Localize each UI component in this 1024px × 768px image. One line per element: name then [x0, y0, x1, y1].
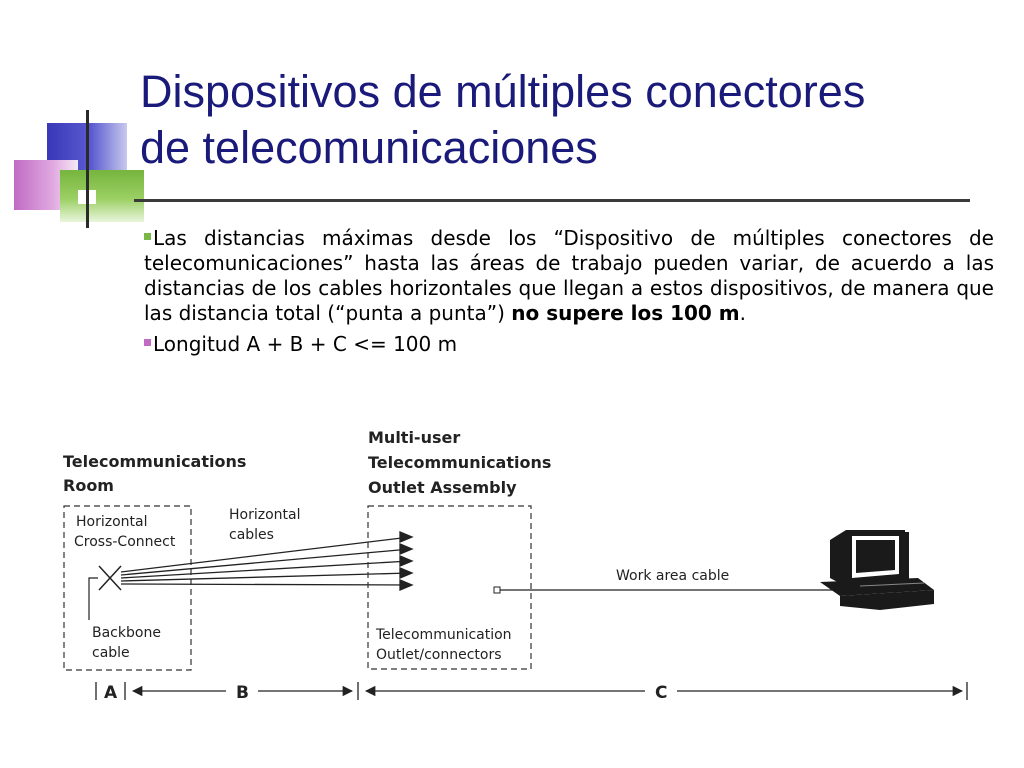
title-line-1: Dispositivos de múltiples conectores: [140, 66, 866, 117]
multi-user-label-1: Multi-user: [368, 428, 461, 447]
backbone-cable-line: [89, 578, 98, 620]
bullet-text: Longitud A + B + C <= 100 m: [153, 332, 458, 356]
telecom-room-label-1: Telecommunications: [63, 452, 247, 471]
outlet-label-1: Telecommunication: [376, 627, 512, 643]
multi-user-label-3: Outlet Assembly: [368, 478, 517, 497]
segment-b-label: B: [236, 683, 249, 703]
cross-connect-icon: [99, 566, 121, 590]
bullet-bold-text: no supere los 100 m: [511, 301, 740, 325]
computer-icon: [820, 530, 934, 610]
bullet-tail: .: [739, 301, 746, 325]
dimension-lines: [96, 682, 967, 700]
multi-user-label-2: Telecommunications: [368, 453, 552, 472]
segment-c-label: C: [655, 683, 668, 703]
backbone-label-1: Backbone: [92, 625, 161, 641]
title-line-2: de telecomunicaciones: [140, 122, 598, 173]
cross-connect-label-1: Horizontal: [76, 514, 148, 530]
telecom-room-label-2: Room: [63, 476, 114, 495]
bullet-text: Las distancias máximas desde los “Dispositivo de múltiples conectores de telecomunicaciones” hasta las áreas de trabajo pueden variar, de acuerdo a las distancias de los cables horizontales que llegan a estos dispositivos, de manera que las distancia total (“punta a punta”): [144, 226, 994, 325]
outlet-connector-icon: [494, 587, 500, 593]
outlet-label-2: Outlet/connectors: [376, 647, 502, 663]
cross-connect-label-2: Cross-Connect: [74, 534, 176, 550]
horizontal-cables-label-2: cables: [229, 527, 274, 543]
segment-a-label: A: [104, 683, 118, 703]
outlet-assembly-box: [368, 506, 531, 669]
work-area-cable-label: Work area cable: [616, 568, 730, 584]
backbone-label-2: cable: [92, 645, 130, 661]
horizontal-cables-label-1: Horizontal: [229, 507, 301, 523]
